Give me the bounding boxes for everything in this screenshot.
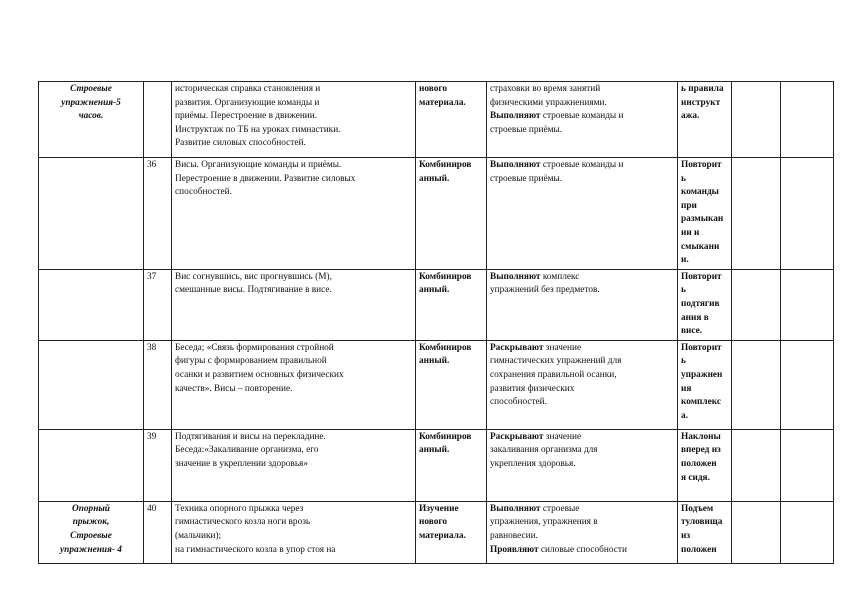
- activity-line: [490, 431, 674, 445]
- activity-verb: Раскрывают: [490, 431, 544, 442]
- activity-line: [490, 544, 674, 558]
- content-line: осанки и развитием основных физических: [175, 369, 344, 380]
- empty-date-cell: [732, 269, 781, 340]
- lesson-type-cell: [416, 269, 487, 340]
- student-activity-cell: [487, 158, 678, 270]
- homework-line: я сидя.: [681, 472, 710, 483]
- activity-text: силовые способности: [538, 544, 627, 555]
- section-line: Строевые: [70, 530, 112, 541]
- empty-date-cell: [732, 82, 781, 158]
- activity-verb: Проявляют: [490, 544, 539, 555]
- homework-line: из: [681, 530, 691, 541]
- lesson-type-line: анный.: [419, 445, 450, 456]
- activity-line: [490, 396, 674, 410]
- activity-line: [490, 355, 674, 369]
- homework-line: Повторит: [681, 160, 722, 170]
- content-line: Беседа:«Закаливание организма, его: [175, 445, 319, 456]
- homework-line: комплекс: [681, 397, 721, 408]
- activity-line: [490, 83, 674, 97]
- lesson-type-line: нового: [419, 84, 448, 94]
- content-line: способностей.: [175, 187, 232, 198]
- content-line: смешанные висы. Подтягивание в висе.: [175, 285, 332, 296]
- section-line: упражнения- 4: [60, 544, 122, 555]
- activity-line: [490, 110, 674, 124]
- activity-line: [490, 97, 674, 111]
- homework-line: ажа.: [681, 111, 700, 122]
- lesson-type-line: анный.: [419, 356, 450, 367]
- homework-line: Подъем: [681, 503, 714, 514]
- activity-verb: Выполняют: [490, 503, 541, 514]
- table-row: [39, 269, 834, 340]
- content-line: Беседа; «Связь формирования стройной: [175, 342, 334, 353]
- activity-verb: Раскрывают: [490, 342, 544, 353]
- activity-text: закаливания организма для: [490, 445, 598, 456]
- homework-line: ь: [681, 173, 686, 184]
- activity-line: [490, 159, 674, 173]
- lesson-type-line: материала.: [419, 530, 466, 541]
- lesson-number-cell: 36: [144, 158, 172, 270]
- content-line: гимнастического козла ноги врозь: [175, 517, 311, 528]
- activity-text: значение: [543, 431, 582, 442]
- lesson-type-cell: [416, 501, 487, 563]
- lesson-content-cell: [172, 82, 416, 158]
- content-line: Развитие силовых способностей.: [175, 138, 306, 149]
- student-activity-cell: [487, 269, 678, 340]
- empty-notes-cell: [781, 269, 834, 340]
- section-line: прыжок,: [72, 517, 110, 528]
- activity-line: [490, 124, 674, 138]
- homework-line: ь: [681, 285, 686, 296]
- homework-line: Повторит: [681, 342, 722, 353]
- content-line: фигуры с формированием правильной: [175, 356, 327, 367]
- homework-line: а.: [681, 410, 688, 421]
- lesson-content-cell: [172, 429, 416, 501]
- content-line: Висы. Организующие команды и приёмы.: [175, 160, 342, 170]
- section-cell: [39, 82, 144, 158]
- lesson-type-line: анный.: [419, 173, 450, 184]
- homework-line: Повторит: [681, 271, 722, 282]
- empty-notes-cell: [781, 429, 834, 501]
- student-activity-cell: [487, 340, 678, 429]
- homework-line: подтягив: [681, 298, 720, 309]
- content-line: качеств». Висы – повторение.: [175, 383, 293, 394]
- homework-cell: [678, 158, 732, 270]
- activity-line: [490, 530, 674, 544]
- content-line: Вис согнувшись, вис прогнувшись (М),: [175, 271, 332, 282]
- section-line: Опорный: [72, 503, 110, 514]
- student-activity-cell: [487, 82, 678, 158]
- lesson-number-cell: 40: [144, 501, 172, 563]
- homework-line: размыкан: [681, 214, 724, 225]
- activity-text: физическими упражнениями.: [490, 97, 607, 108]
- activity-text: строевые: [540, 503, 580, 514]
- section-line: Строевые: [70, 84, 112, 94]
- activity-line: [490, 271, 674, 285]
- activity-line: [490, 503, 674, 517]
- homework-cell: [678, 340, 732, 429]
- content-line: развития. Организующие команды и: [175, 97, 320, 108]
- content-line: на гимнастического козла в упор стоя на: [175, 544, 336, 555]
- homework-line: при: [681, 200, 697, 211]
- lesson-number-cell: 37: [144, 269, 172, 340]
- homework-cell: [678, 269, 732, 340]
- table-row: [39, 501, 834, 563]
- lesson-type-line: Изучение: [419, 503, 459, 514]
- activity-text: развития физических: [490, 383, 575, 394]
- homework-line: ь: [681, 356, 686, 367]
- lesson-number-cell: 38: [144, 340, 172, 429]
- table-row: [39, 82, 834, 158]
- table-row: [39, 429, 834, 501]
- activity-verb: Выполняют: [490, 271, 541, 282]
- lesson-type-line: Комбиниров: [419, 431, 472, 442]
- empty-date-cell: [732, 429, 781, 501]
- homework-line: и.: [681, 255, 689, 266]
- homework-cell: [678, 429, 732, 501]
- empty-notes-cell: [781, 82, 834, 158]
- homework-line: вперед из: [681, 445, 721, 456]
- content-line: историческая справка становления и: [175, 84, 321, 94]
- table-row: [39, 158, 834, 270]
- activity-text: упражнения, упражнения в: [490, 517, 598, 528]
- homework-line: положен: [681, 458, 717, 469]
- lesson-type-cell: [416, 158, 487, 270]
- activity-text: строевые приёмы.: [490, 124, 563, 135]
- lesson-plan-table: [38, 81, 834, 564]
- empty-notes-cell: [781, 340, 834, 429]
- lesson-type-cell: [416, 82, 487, 158]
- activity-text: гимнастических упражнений для: [490, 356, 622, 367]
- section-cell: [39, 158, 144, 270]
- activity-text: сохранения правильной осанки,: [490, 369, 617, 380]
- lesson-type-line: анный.: [419, 285, 450, 296]
- activity-text: строевые команды и: [540, 111, 624, 122]
- section-line: часов.: [78, 111, 104, 122]
- lesson-type-cell: [416, 340, 487, 429]
- lesson-content-cell: [172, 501, 416, 563]
- section-cell: [39, 269, 144, 340]
- table-row: [39, 340, 834, 429]
- homework-line: Наклоны: [681, 431, 721, 442]
- lesson-type-line: Комбиниров: [419, 271, 472, 282]
- student-activity-cell: [487, 501, 678, 563]
- activity-text: значение: [543, 342, 582, 353]
- activity-line: [490, 444, 674, 458]
- lesson-content-cell: [172, 158, 416, 270]
- homework-line: ь правила: [681, 84, 724, 94]
- section-cell: [39, 340, 144, 429]
- content-line: приёмы. Перестроение в движении.: [175, 111, 318, 122]
- content-line: Техника опорного прыжка через: [175, 503, 304, 514]
- activity-line: [490, 458, 674, 472]
- activity-text: строевые приёмы.: [490, 173, 563, 184]
- homework-line: смыкани: [681, 241, 720, 252]
- lesson-content-cell: [172, 269, 416, 340]
- homework-line: ания в: [681, 312, 709, 323]
- activity-text: равновесии.: [490, 530, 538, 541]
- lesson-number-cell: [144, 82, 172, 158]
- empty-notes-cell: [781, 158, 834, 270]
- homework-line: инструкт: [681, 97, 721, 108]
- empty-date-cell: [732, 158, 781, 270]
- activity-line: [490, 173, 674, 187]
- lesson-number-cell: 39: [144, 429, 172, 501]
- activity-text: комплекс: [540, 271, 580, 282]
- activity-line: [490, 342, 674, 356]
- activity-text: укрепления здоровья.: [490, 458, 576, 469]
- homework-cell: [678, 82, 732, 158]
- activity-text: строевые команды и: [540, 160, 624, 170]
- homework-line: положен: [681, 544, 717, 555]
- activity-line: [490, 369, 674, 383]
- lesson-type-line: нового: [419, 517, 448, 528]
- lesson-type-cell: [416, 429, 487, 501]
- activity-line: [490, 383, 674, 397]
- homework-line: команды: [681, 187, 719, 198]
- empty-notes-cell: [781, 501, 834, 563]
- activity-verb: Выполняют: [490, 160, 541, 170]
- activity-verb: Выполняют: [490, 111, 541, 122]
- lesson-content-cell: [172, 340, 416, 429]
- homework-line: упражнен: [681, 369, 723, 380]
- student-activity-cell: [487, 429, 678, 501]
- activity-line: [490, 284, 674, 298]
- content-line: Инструктаж по ТБ на уроках гимнастики.: [175, 124, 341, 135]
- content-line: Перестроение в движении. Развитие силовых: [175, 173, 356, 184]
- lesson-type-line: Комбиниров: [419, 342, 472, 353]
- activity-line: [490, 516, 674, 530]
- homework-line: ии и: [681, 227, 700, 238]
- content-line: значение в укреплении здоровья»: [175, 458, 308, 469]
- homework-cell: [678, 501, 732, 563]
- activity-text: упражнений без предметов.: [490, 285, 600, 296]
- lesson-type-line: материала.: [419, 97, 466, 108]
- activity-text: страховки во время занятий: [490, 84, 601, 94]
- section-line: упражнения-5: [61, 97, 121, 108]
- content-line: Подтягивания и висы на перекладине.: [175, 431, 326, 442]
- empty-date-cell: [732, 501, 781, 563]
- section-cell: [39, 501, 144, 563]
- homework-line: висе.: [681, 326, 703, 337]
- activity-text: способностей.: [490, 397, 547, 408]
- homework-line: ия: [681, 383, 692, 394]
- homework-line: туловища: [681, 517, 723, 528]
- lesson-type-line: Комбиниров: [419, 160, 472, 170]
- content-line: (мальчики);: [175, 530, 222, 541]
- empty-date-cell: [732, 340, 781, 429]
- section-cell: [39, 429, 144, 501]
